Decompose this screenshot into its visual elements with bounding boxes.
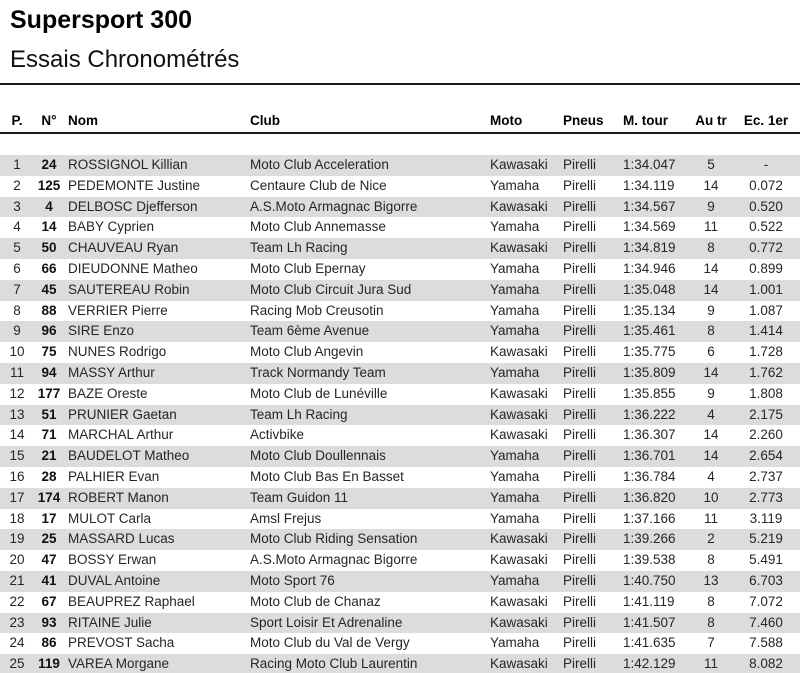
cell-position: 24: [9, 635, 25, 651]
cell-club: Team Guidon 11: [250, 489, 349, 505]
table-row: [0, 613, 800, 634]
cell-gap-to-first: 7.460: [749, 614, 783, 630]
cell-tyres: Pirelli: [563, 344, 597, 360]
cell-tyres: Pirelli: [563, 177, 597, 193]
cell-bike-number: 96: [41, 323, 57, 339]
cell-bike-number: 119: [38, 656, 60, 672]
cell-best-lap: 1:35.461: [623, 323, 676, 339]
cell-rider-name: PEDEMONTE Justine: [68, 177, 201, 193]
cell-moto: Yamaha: [490, 468, 540, 484]
col-header-lap: Au tr: [695, 113, 727, 128]
cell-rider-name: MARCHAL Arthur: [68, 427, 174, 443]
cell-club: Activbike: [250, 427, 305, 443]
cell-club: Moto Club Epernay: [250, 260, 366, 276]
cell-lap-number: 8: [707, 614, 715, 630]
cell-club: Team Lh Racing: [250, 406, 348, 422]
cell-bike-number: 41: [41, 572, 57, 588]
cell-rider-name: BABY Cyprien: [68, 219, 155, 235]
cell-best-lap: 1:35.134: [623, 302, 676, 318]
table-row: [0, 509, 800, 530]
cell-moto: Yamaha: [490, 572, 540, 588]
cell-gap-to-first: 7.072: [749, 593, 783, 609]
cell-bike-number: 25: [41, 531, 57, 547]
cell-gap-to-first: 0.520: [749, 198, 783, 214]
cell-bike-number: 4: [45, 198, 53, 214]
cell-position: 5: [13, 240, 21, 256]
cell-bike-number: 51: [41, 406, 57, 422]
cell-position: 17: [9, 489, 25, 505]
cell-moto: Yamaha: [490, 302, 540, 318]
results-rows: [0, 155, 800, 673]
cell-bike-number: 24: [41, 157, 57, 172]
cell-bike-number: 71: [41, 427, 57, 443]
cell-tyres: Pirelli: [563, 448, 597, 464]
cell-club: Amsl Frejus: [250, 510, 322, 526]
cell-tyres: Pirelli: [563, 531, 597, 547]
cell-position: 22: [9, 593, 25, 609]
cell-gap-to-first: 8.082: [749, 656, 783, 672]
cell-best-lap: 1:35.048: [623, 281, 676, 297]
cell-gap-to-first: 1.001: [749, 281, 783, 297]
table-row: [0, 633, 800, 654]
cell-moto: Kawasaki: [490, 344, 548, 360]
cell-best-lap: 1:41.635: [623, 635, 676, 651]
cell-club: Centaure Club de Nice: [250, 177, 387, 193]
cell-moto: Yamaha: [490, 219, 540, 235]
cell-club: Moto Club Angevin: [250, 344, 364, 360]
table-row: [0, 301, 800, 322]
table-row: [0, 405, 800, 426]
cell-lap-number: 14: [703, 281, 719, 297]
cell-tyres: Pirelli: [563, 510, 597, 526]
cell-position: 7: [13, 281, 21, 297]
cell-best-lap: 1:40.750: [623, 572, 676, 588]
cell-bike-number: 28: [41, 468, 57, 484]
cell-lap-number: 9: [707, 302, 715, 318]
cell-moto: Yamaha: [490, 635, 540, 651]
cell-position: 16: [9, 468, 25, 484]
cell-position: 6: [13, 260, 21, 276]
cell-gap-to-first: -: [763, 157, 769, 172]
table-row: [0, 176, 800, 197]
cell-best-lap: 1:34.946: [623, 260, 676, 276]
cell-moto: Kawasaki: [490, 157, 548, 172]
cell-position: 23: [9, 614, 25, 630]
cell-rider-name: CHAUVEAU Ryan: [68, 240, 179, 256]
col-header-best-lap: M. tour: [623, 113, 668, 128]
cell-lap-number: 14: [703, 177, 719, 193]
table-row: [0, 529, 800, 550]
cell-tyres: Pirelli: [563, 406, 597, 422]
cell-rider-name: MULOT Carla: [68, 510, 152, 526]
page-title: Supersport 300: [10, 6, 193, 34]
table-header-row: [0, 104, 800, 134]
cell-gap-to-first: 2.737: [749, 468, 783, 484]
cell-bike-number: 86: [41, 635, 57, 651]
cell-rider-name: BAZE Oreste: [68, 385, 148, 401]
cell-tyres: Pirelli: [563, 281, 597, 297]
cell-tyres: Pirelli: [563, 240, 597, 256]
cell-position: 20: [9, 552, 25, 568]
table-row: [0, 654, 800, 673]
cell-gap-to-first: 2.175: [749, 406, 783, 422]
cell-best-lap: 1:34.567: [623, 198, 676, 214]
col-header-moto: Moto: [490, 113, 523, 128]
table-row: [0, 363, 800, 384]
divider: [0, 83, 800, 85]
cell-bike-number: 93: [41, 614, 57, 630]
cell-bike-number: 125: [37, 177, 61, 193]
cell-rider-name: PALHIER Evan: [68, 468, 160, 484]
table-row: [0, 467, 800, 488]
cell-lap-number: 11: [703, 656, 718, 672]
cell-bike-number: 177: [37, 385, 61, 401]
cell-lap-number: 14: [703, 427, 719, 443]
cell-moto: Yamaha: [490, 281, 540, 297]
col-header-tyres: Pneus: [563, 113, 604, 128]
cell-best-lap: 1:37.166: [623, 510, 676, 526]
cell-rider-name: BAUDELOT Matheo: [68, 448, 190, 464]
cell-rider-name: DELBOSC Djefferson: [68, 198, 198, 214]
cell-tyres: Pirelli: [563, 614, 597, 630]
cell-gap-to-first: 5.219: [749, 531, 783, 547]
cell-best-lap: 1:42.129: [623, 656, 676, 672]
table-row: [0, 550, 800, 571]
cell-club: Team Lh Racing: [250, 240, 348, 256]
cell-gap-to-first: 1.414: [749, 323, 783, 339]
cell-club: Moto Club Annemasse: [250, 219, 386, 235]
cell-rider-name: MASSARD Lucas: [68, 531, 175, 547]
cell-rider-name: BOSSY Erwan: [68, 552, 157, 568]
cell-club: Moto Club Circuit Jura Sud: [250, 281, 412, 297]
cell-bike-number: 66: [41, 260, 57, 276]
cell-position: 15: [9, 448, 25, 464]
table-row: [0, 425, 800, 446]
col-header-club: Club: [250, 113, 280, 128]
cell-gap-to-first: 7.588: [749, 635, 783, 651]
table-row: [0, 217, 800, 238]
cell-club: Racing Moto Club Laurentin: [250, 656, 418, 672]
cell-tyres: Pirelli: [563, 593, 597, 609]
cell-tyres: Pirelli: [563, 427, 597, 443]
cell-position: 19: [9, 531, 25, 547]
cell-tyres: Pirelli: [563, 635, 597, 651]
cell-moto: Kawasaki: [490, 593, 548, 609]
cell-rider-name: VAREA Morgane: [68, 656, 170, 672]
cell-bike-number: 75: [41, 344, 57, 360]
cell-best-lap: 1:35.855: [623, 385, 676, 401]
table-row: [0, 238, 800, 259]
col-header-number: N°: [41, 113, 57, 128]
cell-rider-name: NUNES Rodrigo: [68, 344, 167, 360]
cell-lap-number: 13: [703, 572, 719, 588]
cell-gap-to-first: 6.703: [749, 572, 783, 588]
cell-club: Moto Club du Val de Vergy: [250, 635, 410, 651]
cell-lap-number: 14: [703, 448, 719, 464]
col-header-position: P.: [11, 113, 23, 128]
cell-moto: Kawasaki: [490, 406, 548, 422]
cell-tyres: Pirelli: [563, 260, 597, 276]
cell-bike-number: 88: [41, 302, 57, 318]
cell-position: 25: [9, 656, 25, 672]
cell-moto: Yamaha: [490, 364, 540, 380]
cell-bike-number: 17: [41, 510, 57, 526]
cell-position: 11: [9, 364, 24, 380]
cell-best-lap: 1:34.569: [623, 219, 676, 235]
cell-moto: Kawasaki: [490, 656, 548, 672]
cell-tyres: Pirelli: [563, 157, 597, 172]
cell-tyres: Pirelli: [563, 323, 597, 339]
table-row: [0, 155, 800, 176]
cell-rider-name: DIEUDONNE Matheo: [68, 260, 198, 276]
cell-tyres: Pirelli: [563, 302, 597, 318]
table-row: [0, 280, 800, 301]
cell-position: 2: [13, 177, 21, 193]
cell-best-lap: 1:36.701: [623, 448, 676, 464]
cell-lap-number: 2: [707, 531, 715, 547]
cell-rider-name: DUVAL Antoine: [68, 572, 161, 588]
cell-bike-number: 14: [41, 219, 57, 235]
cell-gap-to-first: 2.260: [749, 427, 783, 443]
cell-moto: Yamaha: [490, 177, 540, 193]
cell-tyres: Pirelli: [563, 489, 597, 505]
cell-gap-to-first: 0.522: [749, 219, 783, 235]
cell-position: 14: [9, 427, 25, 443]
cell-moto: Yamaha: [490, 489, 540, 505]
cell-rider-name: MASSY Arthur: [68, 364, 155, 380]
cell-tyres: Pirelli: [563, 385, 597, 401]
cell-tyres: Pirelli: [563, 572, 597, 588]
page-subtitle: Essais Chronométrés: [10, 46, 240, 73]
table-row: [0, 571, 800, 592]
cell-bike-number: 174: [37, 489, 61, 505]
cell-lap-number: 4: [707, 468, 715, 484]
table-row: [0, 446, 800, 467]
cell-gap-to-first: 2.773: [749, 489, 783, 505]
table-row: [0, 592, 800, 613]
cell-tyres: Pirelli: [563, 219, 597, 235]
cell-lap-number: 4: [707, 406, 715, 422]
cell-rider-name: VERRIER Pierre: [68, 302, 168, 318]
cell-club: Team 6ème Avenue: [250, 323, 370, 339]
cell-lap-number: 8: [707, 240, 715, 256]
cell-lap-number: 8: [707, 593, 715, 609]
col-header-name: Nom: [68, 113, 98, 128]
table-row: [0, 488, 800, 509]
cell-lap-number: 8: [707, 552, 715, 568]
cell-gap-to-first: 2.654: [749, 448, 783, 464]
cell-moto: Yamaha: [490, 510, 540, 526]
cell-best-lap: 1:36.784: [623, 468, 676, 484]
cell-gap-to-first: 5.491: [749, 552, 783, 568]
cell-tyres: Pirelli: [563, 198, 597, 214]
cell-tyres: Pirelli: [563, 468, 597, 484]
cell-best-lap: 1:36.307: [623, 427, 676, 443]
cell-club: Moto Club Bas En Basset: [250, 468, 404, 484]
cell-bike-number: 47: [41, 552, 57, 568]
cell-lap-number: 9: [707, 198, 715, 214]
cell-best-lap: 1:39.538: [623, 552, 676, 568]
cell-rider-name: SAUTEREAU Robin: [68, 281, 190, 297]
cell-club: A.S.Moto Armagnac Bigorre: [250, 198, 418, 214]
cell-best-lap: 1:36.222: [623, 406, 676, 422]
cell-lap-number: 11: [703, 510, 718, 526]
cell-gap-to-first: 1.728: [749, 344, 783, 360]
cell-best-lap: 1:36.820: [623, 489, 676, 505]
cell-moto: Kawasaki: [490, 427, 548, 443]
cell-best-lap: 1:39.266: [623, 531, 676, 547]
cell-best-lap: 1:34.119: [623, 177, 675, 193]
cell-position: 3: [13, 198, 21, 214]
cell-bike-number: 21: [41, 448, 57, 464]
cell-position: 1: [13, 157, 21, 172]
cell-rider-name: ROSSIGNOL Killian: [68, 157, 188, 172]
cell-bike-number: 50: [41, 240, 57, 256]
table-row: [0, 197, 800, 218]
cell-club: Moto Club Doullennais: [250, 448, 386, 464]
cell-moto: Kawasaki: [490, 385, 548, 401]
col-header-gap: Ec. 1er: [743, 113, 789, 128]
cell-position: 4: [13, 219, 21, 235]
cell-gap-to-first: 1.808: [749, 385, 783, 401]
cell-gap-to-first: 0.772: [749, 240, 783, 256]
cell-club: Racing Mob Creusotin: [250, 302, 384, 318]
cell-club: A.S.Moto Armagnac Bigorre: [250, 552, 418, 568]
cell-lap-number: 7: [707, 635, 715, 651]
cell-position: 8: [13, 302, 21, 318]
cell-bike-number: 94: [41, 364, 57, 380]
cell-rider-name: PRUNIER Gaetan: [68, 406, 177, 422]
cell-lap-number: 14: [703, 260, 719, 276]
cell-rider-name: ROBERT Manon: [68, 489, 169, 505]
table-row: [0, 259, 800, 280]
cell-moto: Yamaha: [490, 260, 540, 276]
cell-best-lap: 1:35.775: [623, 344, 676, 360]
cell-lap-number: 14: [703, 364, 719, 380]
cell-club: Sport Loisir Et Adrenaline: [250, 614, 403, 630]
cell-best-lap: 1:41.119: [623, 593, 675, 609]
cell-club: Moto Club de Lunéville: [250, 385, 388, 401]
cell-best-lap: 1:41.507: [623, 614, 676, 630]
cell-club: Moto Club Riding Sensation: [250, 531, 418, 547]
cell-moto: Kawasaki: [490, 552, 548, 568]
cell-best-lap: 1:34.819: [623, 240, 676, 256]
cell-tyres: Pirelli: [563, 656, 597, 672]
cell-club: Moto Club Acceleration: [250, 157, 389, 172]
cell-moto: Kawasaki: [490, 198, 548, 214]
table-row: [0, 321, 800, 342]
cell-position: 9: [13, 323, 21, 339]
cell-moto: Kawasaki: [490, 531, 548, 547]
cell-bike-number: 67: [41, 593, 57, 609]
cell-lap-number: 11: [703, 219, 718, 235]
cell-rider-name: SIRE Enzo: [68, 323, 135, 339]
cell-club: Moto Sport 76: [250, 572, 335, 588]
cell-moto: Yamaha: [490, 448, 540, 464]
cell-position: 21: [9, 572, 25, 588]
cell-rider-name: RITAINE Julie: [68, 614, 152, 630]
cell-gap-to-first: 0.899: [749, 260, 783, 276]
cell-position: 18: [9, 510, 25, 526]
cell-moto: Kawasaki: [490, 614, 548, 630]
cell-moto: Yamaha: [490, 323, 540, 339]
cell-position: 10: [9, 344, 25, 360]
cell-best-lap: 1:34.047: [623, 157, 676, 172]
cell-bike-number: 45: [41, 281, 57, 297]
cell-best-lap: 1:35.809: [623, 364, 676, 380]
cell-gap-to-first: 1.087: [749, 302, 783, 318]
cell-club: Moto Club de Chanaz: [250, 593, 381, 609]
cell-moto: Kawasaki: [490, 240, 548, 256]
cell-lap-number: 9: [707, 385, 715, 401]
table-row: [0, 342, 800, 363]
cell-rider-name: PREVOST Sacha: [68, 635, 175, 651]
cell-tyres: Pirelli: [563, 552, 597, 568]
cell-lap-number: 6: [707, 344, 715, 360]
cell-gap-to-first: 1.762: [749, 364, 783, 380]
table-row: [0, 384, 800, 405]
cell-club: Track Normandy Team: [250, 364, 386, 380]
cell-position: 12: [9, 385, 25, 401]
cell-lap-number: 8: [707, 323, 715, 339]
cell-rider-name: BEAUPREZ Raphael: [68, 593, 195, 609]
cell-gap-to-first: 0.072: [749, 177, 783, 193]
cell-position: 13: [9, 406, 25, 422]
cell-lap-number: 5: [707, 157, 715, 172]
cell-gap-to-first: 3.119: [749, 510, 783, 526]
cell-lap-number: 10: [703, 489, 719, 505]
cell-tyres: Pirelli: [563, 364, 597, 380]
